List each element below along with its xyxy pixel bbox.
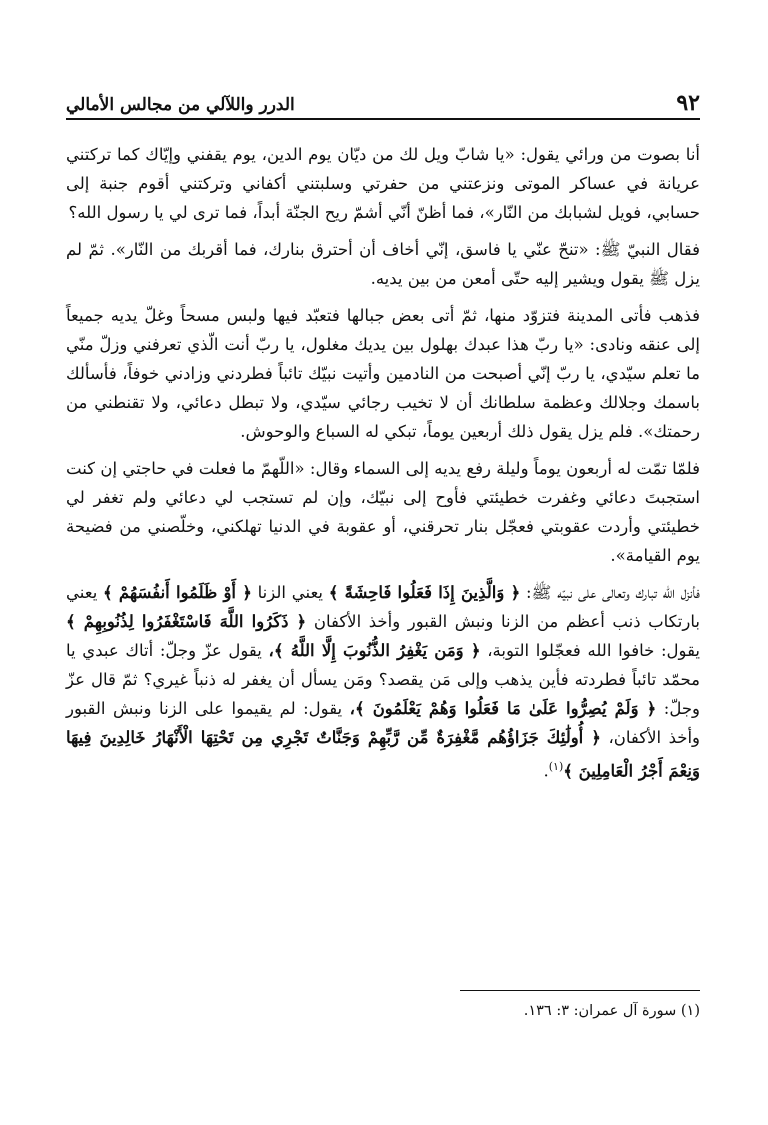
running-title: الدرر واللآلي من مجالس الأمالي [66,95,295,115]
text-segment: فأنزل الله تبارك وتعالى على نبيّه ﷺ: [526,583,700,602]
body-text [66,140,700,794]
page-number: ٩٢ [676,90,700,116]
footnote-rule [460,990,700,991]
text-segment: يعني الزنا [257,583,324,602]
quran-verse: ﴿ أَوْ ظَلَمُوا أَنفُسَهُمْ ﴾ [103,583,252,602]
paragraph-3: فذهب فأتى المدينة فتزوّد منها، ثمّ أتى بعض جبالها فتعبّد فيها ولبس مسحاً وغلّ يديه جميعاً إلى عنقه ونادى: «يا ربّ هذا عبدك بهلول بين يديك مغلول، يا ربّ أنت الّذي تعرفني وزلّ منّي ما تعلم سيّدي، يا ربّ إنّي أصبحت من النادمين وأتيت نبيّك تائباً فطردني وزادني خوفاً، فأسألك باسمك وجلالك وعظمة سلطانك أن لا تخيب رجائي سيّدي، ولا تبطل دعائي، ولا تقنطني من رحمتك». فلم يزل يقول ذلك أربعين يوماً، تبكي له السباع والوحوش. [66,306,700,441]
text-segment: يقول: خافوا الله فعجّلوا التوبة، [487,641,701,660]
paragraph-4: فلمّا تمّت له أربعون يوماً وليلة رفع يديه إلى السماء وقال: «اللّهمّ ما فعلت في حاجتي إن كنت استجبتَ دعائي وغفرت خطيئتي فأوح إلى نبيّك، وإن لم تستجب لي دعائي ولم تغفر لي خطيئتي وأردت عقوبتي فعجّل بنار تحرقني، أو عقوبة في الدنيا تهلكني، وخلّصني من فضيحة يوم القيامة». [66,459,700,565]
text-segment: يعني بارتكاب ذنب أعظم من الزنا ونبش القبور وأخذ الأكفان [66,583,700,631]
quran-verse: ﴿ وَمَن يَغْفِرُ الذُّنُوبَ إِلَّا اللَّهُ ﴾، [268,641,481,660]
paragraph-1: أنا بصوت من ورائي يقول: «يا شابّ ويل لك من ديّان يوم الدين، يوم يقفني وإيّاك كما تركتني عريانة في عساكر الموتى ونزعتني من حفرتي وسلبتني أكفاني وتركتني أقوم جنبة إلى حسابي، فويل لشبابك من النّار»، فما أظنّ أنّي أشمّ ريح الجنّة أبداً، فما ترى لي يا رسول الله؟ [66,145,700,222]
header-rule [66,118,700,120]
text-segment: . [543,761,549,781]
paragraph-2: فقال النبيّ ﷺ: «تنحّ عنّي يا فاسق، إنّي أخاف أن أحترق بنارك، فما أقربك من النّار». ثمّ لم يزل ﷺ يقول ويشير إليه حتّى أمعن من بين يديه. [66,240,700,288]
text-segment: يقول عزّ وجلّ: أتاك عبدي يا محمّد تائباً فطردته فأين يذهب وإلى مَن يقصد؟ ومَن يسأل أن يغفر له ذنباً غيري؟ ثمّ قال عزّ وجلّ: [66,641,701,718]
footnote-reference: (١) [548,760,564,773]
quran-verse: ﴿ ذَكَرُوا اللَّهَ فَاسْتَغْفَرُوا لِذُنُوبِهِمْ ﴾ [66,612,307,631]
quran-verse: ﴿ أُولَٰئِكَ جَزَاؤُهُم مَّغْفِرَةٌ مِّن رَّبِّهِمْ وَجَنَّاتٌ تَجْرِي مِن تَحْتِهَا الْأَنْهَارُ خَالِدِينَ فِيهَا وَنِعْمَ أَجْرُ الْعَامِلِينَ ﴾ [66,728,700,781]
quran-verse: ﴿ وَالَّذِينَ إِذَا فَعَلُوا فَاحِشَةً ﴾ [328,583,521,602]
page-header [66,78,700,114]
paragraph-5 [66,578,700,786]
quran-verse: ﴿ وَلَمْ يُصِرُّوا عَلَىٰ مَا فَعَلُوا وَهُمْ يَعْلَمُونَ ﴾، [349,699,657,718]
text-segment: يقول: لم يقيموا على الزنا ونبش القبور وأخذ الأكفان، [66,699,701,747]
footnote: (١) سورة آل عمران: ٣: ١٣٦. [523,1003,700,1019]
